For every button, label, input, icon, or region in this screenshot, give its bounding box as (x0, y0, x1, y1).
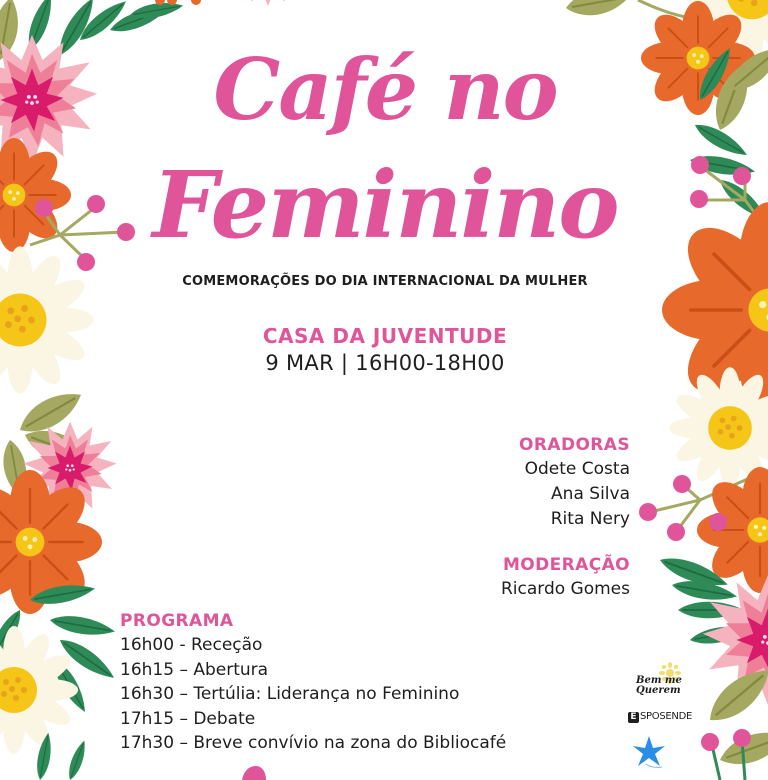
esposende-logo (628, 710, 692, 724)
program-heading: PROGRAMA (120, 611, 234, 631)
speaker-name: Odete Costa (524, 459, 630, 479)
program-item: 16h15 – Abertura (120, 659, 269, 680)
esposende-text: SPOSENDE (640, 711, 693, 722)
program-section (120, 609, 506, 756)
speakers-section (519, 433, 630, 532)
poster-title-line-2: Feminino (152, 151, 618, 259)
speaker-name: Ana Silva (551, 484, 630, 504)
program-item: 16h30 – Tertúlia: Liderança no Feminino (120, 684, 460, 704)
event-datetime: 9 MAR | 16H00-18H00 (265, 351, 505, 375)
moderation-section (501, 553, 630, 602)
event-venue: CASA DA JUVENTUDE (262, 324, 508, 348)
program-item: 17h30 – Breve convívio na zona do Bibliocafé (120, 733, 507, 753)
poster-subtitle: COMEMORAÇÕES DO DIA INTERNACIONAL DA MULHER (182, 274, 588, 289)
speaker-name: Rita Nery (550, 509, 630, 529)
program-item: 17h15 – Debate (120, 708, 256, 729)
blue-flower-logo-icon (632, 734, 666, 770)
bem-me-querem-text: Bem me Querem (636, 675, 682, 696)
program-item: 16h00 - Receção (120, 635, 263, 655)
poster-title-line-1: Café no (213, 40, 557, 139)
bem-me-querem-logo (636, 662, 692, 702)
moderator-name: Ricardo Gomes (500, 579, 630, 599)
moderation-heading: MODERAÇÃO (502, 555, 630, 575)
speakers-heading: ORADORAS (519, 435, 630, 455)
esposende-letter-box: E (628, 712, 639, 723)
